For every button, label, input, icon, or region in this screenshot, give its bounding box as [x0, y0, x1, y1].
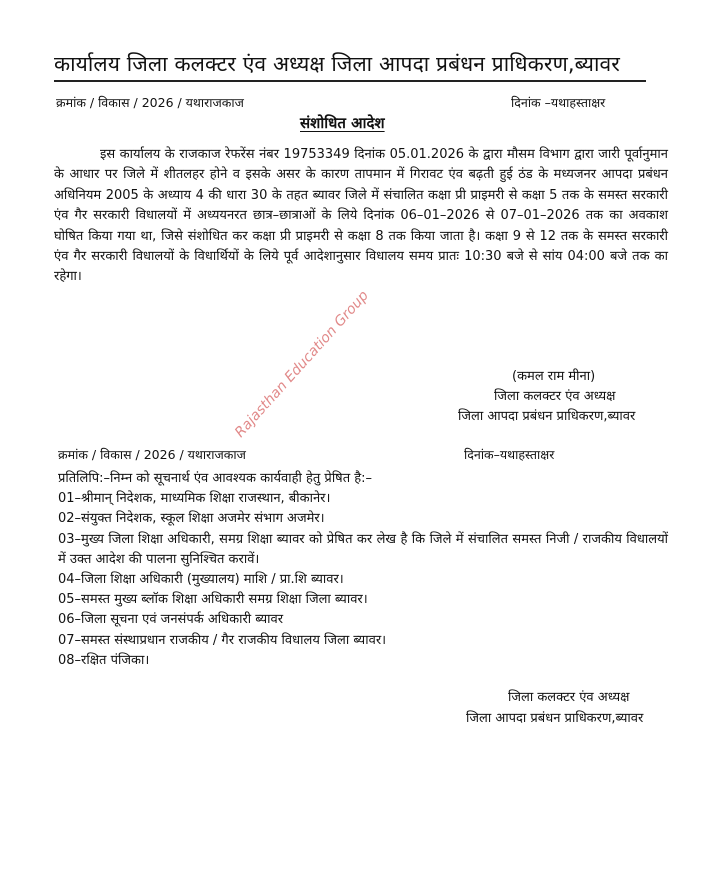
reference-number: क्रमांक / विकास / 2026 / यथाराजकाज: [56, 95, 244, 110]
signatory-authority: जिला आपदा प्रबंधन प्राधिकरण,ब्यावर: [458, 409, 636, 424]
copy-item: 07–समस्त संस्थाप्रधान राजकीय / गैर राजकीय विधालय जिला ब्यावर।: [58, 632, 387, 648]
copy-date: दिनांक–यथाहस्ताक्षर: [464, 447, 555, 462]
footer-designation: जिला कलक्टर एंव अध्यक्ष: [508, 690, 630, 705]
signatory-name: (कमल राम मीना): [512, 369, 596, 384]
office-title: कार्यालय जिला कलक्टर एंव अध्यक्ष जिला आपदा प्रबंधन प्राधिकरण,ब्यावर: [54, 52, 620, 76]
copy-reference-number: क्रमांक / विकास / 2026 / यथाराजकाज: [58, 447, 246, 462]
copy-item: 01–श्रीमान् निदेशक, माध्यमिक शिक्षा राजस्थान, बीकानेर।: [58, 491, 331, 507]
signatory-designation: जिला कलक्टर एंव अध्यक्ष: [494, 389, 616, 404]
copy-list: [58, 469, 668, 671]
order-body-text: इस कार्यालय के राजकाज रेफरेंस नंबर 19753349 दिनांक 05.01.2026 के द्वारा मौसम विभाग द्वारा जारी पूर्वानुमान के आधार पर जिले में शीतलहर होने व इसके असर के कारण तापमान में गिरावट एंव बढ़ती हुई ठंड के मध्यजनर आपदा प्रबंधन अधिनियम 2005 के अध्याय 4 की धारा 30 के तहत ब्यावर जिले में संचालित कक्षा प्री प्राइमरी से कक्षा 5 तक के समस्त सरकारी एंव गैर सरकारी विधालयों में अध्ययनरत छात्र–छात्राओं के लिये दिनांक 06–01–2026 से 07–01–2026 तक का अवकाश घोषित किया गया था, जिसे संशोधित कर कक्षा प्री प्राइमरी से कक्षा 8 तक किया जाता है। कक्षा 9 से 12 तक के समस्त सरकारी एंव गैर सरकारी विधालयों के विधार्थियों के लिये पूर्व आदेशानुसार विधालय समय प्रातः 10:30 बजे से सांय 04:00 बजे तक का रहेगा।: [54, 147, 668, 285]
copy-intro: प्रतिलिपि:–निम्न को सूचनार्थ एंव आवश्यक कार्यवाही हेतु प्रेषित है:–: [58, 471, 373, 486]
order-heading: संशोधित आदेश: [300, 114, 385, 132]
watermark-text: Rajasthan Education Group: [232, 287, 372, 441]
copy-item: 02–संयुक्त निदेशक, स्कूल शिक्षा अजमेर संभाग अजमेर।: [58, 511, 325, 527]
copy-item: 03–मुख्य जिला शिक्षा अधिकारी, समग्र शिक्षा ब्यावर को प्रेषित कर लेख है कि जिले में संचालित समस्त निजी / राजकीय विधालयों में उक्त आदेश की पालना सुनिश्चित करावें।: [58, 531, 668, 567]
copy-item: 06–जिला सूचना एवं जनसंपर्क अधिकारी ब्यावर: [58, 612, 284, 628]
title-underline: [54, 80, 646, 82]
order-date: दिनांक –यथाहस्ताक्षर: [511, 95, 606, 110]
footer-authority: जिला आपदा प्रबंधन प्राधिकरण,ब्यावर: [466, 711, 644, 726]
order-body: [54, 145, 668, 288]
copy-item: 05–समस्त मुख्य ब्लॉक शिक्षा अधिकारी समग्र शिक्षा जिला ब्यावर।: [58, 592, 368, 608]
copy-item: 04–जिला शिक्षा अधिकारी (मुख्यालय) माशि / प्रा.शि ब्यावर।: [58, 572, 344, 588]
copy-item: 08–रक्षित पंजिका।: [58, 652, 150, 668]
